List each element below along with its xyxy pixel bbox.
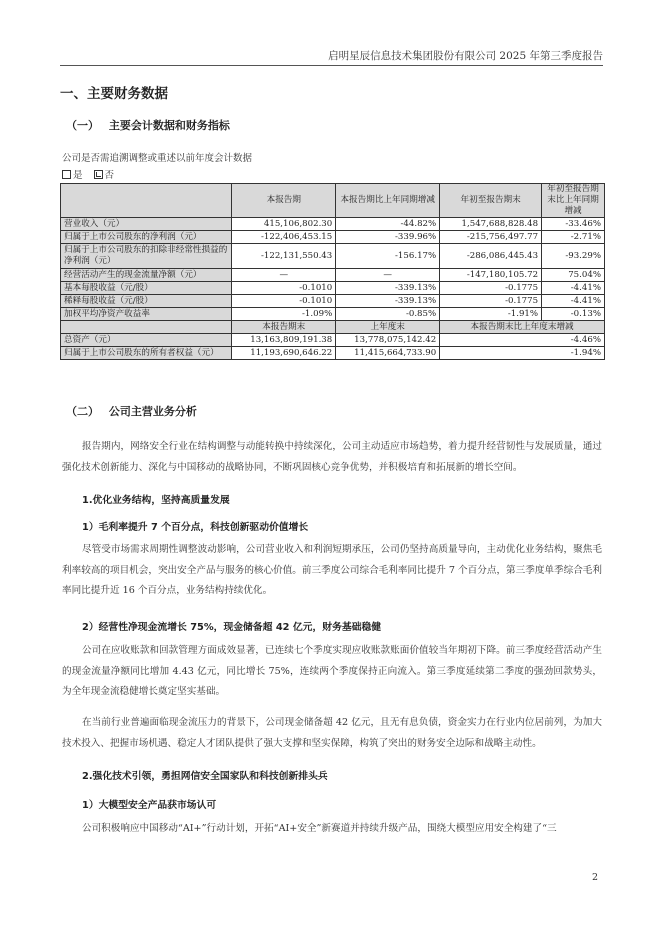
table-row xyxy=(61,282,605,295)
cell: -339.96% xyxy=(336,231,440,244)
subsection-number-2: （二） xyxy=(66,405,99,418)
cell: -0.85% xyxy=(336,308,440,321)
label-no: 否 xyxy=(104,170,115,181)
table-row xyxy=(61,347,605,360)
heading-2: 2.强化技术引领，勇担网信安全国家队和科技创新排头兵 xyxy=(82,771,328,782)
cell: -1.09% xyxy=(232,308,336,321)
header-col-1: 本报告期 xyxy=(232,184,336,218)
row-label: 总资产（元） xyxy=(61,334,232,347)
header-col-3: 年初至报告期末 xyxy=(440,184,542,218)
header-empty xyxy=(61,184,232,218)
paragraph-gross-margin: 尽管受市场需求周期性调整波动影响，公司营业收入和利润短期承压，公司仍坚持高质量导向，主动优化业务结构，聚焦毛利率较高的项目机会，突出安全产品与服务的核心价值。前三季度公司综合毛利率同比提升 7 个百分点，第三季度单季综合毛利率同比提升近 16 个百分点，业务结构持续优化。 xyxy=(62,544,602,596)
cell: -0.1775 xyxy=(440,282,542,295)
header2-col-3: 本报告期末比上年度末增减 xyxy=(440,321,605,334)
row-label: 加权平均净资产收益率 xyxy=(61,308,232,321)
cell: 11,193,690,646.22 xyxy=(232,347,336,360)
cell: -147,180,105.72 xyxy=(440,269,542,282)
financial-data-table xyxy=(60,183,605,360)
cell: -0.1775 xyxy=(440,295,542,308)
cell: 415,106,802.30 xyxy=(232,218,336,231)
page-number: 2 xyxy=(592,872,599,883)
cell: — xyxy=(232,269,336,282)
row-label: 归属于上市公司股东的扣除非经常性损益的净利润（元） xyxy=(61,244,232,269)
cell: -0.13% xyxy=(542,308,605,321)
retro-question: 公司是否需追溯调整或重述以前年度会计数据 xyxy=(62,153,253,164)
cell: -339.13% xyxy=(336,282,440,295)
cell: 11,415,664,733.90 xyxy=(336,347,440,360)
cell: -286,086,445.43 xyxy=(440,244,542,269)
table-row xyxy=(61,231,605,244)
header-col-4: 年初至报告期末比上年同期增减 xyxy=(542,184,605,218)
subsection-number-1: （一） xyxy=(66,119,99,132)
row-label: 归属于上市公司股东的所有者权益（元） xyxy=(61,347,232,360)
heading-1: 1.优化业务结构，坚持高质量发展 xyxy=(82,495,230,506)
table-row xyxy=(61,269,605,282)
header-col-2: 本报告期比上年同期增减 xyxy=(336,184,440,218)
heading-1b: 2）经营性净现金流增长 75%，现金储备超 42 亿元，财务基础稳健 xyxy=(82,622,382,633)
header2-col-2: 上年度末 xyxy=(336,321,440,334)
cell: -33.46% xyxy=(542,218,605,231)
cell: -1.94% xyxy=(440,347,605,360)
cell: -93.29% xyxy=(542,244,605,269)
subsection-title-2 xyxy=(66,403,197,419)
cell: 13,163,809,191.38 xyxy=(232,334,336,347)
paragraph-cash-reserve: 在当前行业普遍面临现金流压力的背景下，公司现金储备超 42 亿元，且无有息负债，资金实力在行业内位居前列，为加大技术投入、把握市场机遇、稳定人才团队提供了强大支撑和坚实保障，构筑了突出的财务安全边际和战略主动性。 xyxy=(62,717,602,749)
cell: -4.41% xyxy=(542,282,605,295)
row-label: 稀释每股收益（元/股） xyxy=(61,295,232,308)
cell: 75.04% xyxy=(542,269,605,282)
subsection-text-2: 公司主营业务分析 xyxy=(108,405,197,418)
cell: — xyxy=(336,269,440,282)
row-label: 营业收入（元） xyxy=(61,218,232,231)
table-row xyxy=(61,244,605,269)
heading-1a: 1）毛利率提升 7 个百分点，科技创新驱动价值增长 xyxy=(82,522,309,533)
label-yes: 是 xyxy=(73,170,83,181)
row-label: 归属于上市公司股东的净利润（元） xyxy=(61,231,232,244)
heading-2a: 1）大模型安全产品获市场认可 xyxy=(82,800,217,811)
cell: -2.71% xyxy=(542,231,605,244)
row-label: 基本每股收益（元/股） xyxy=(61,282,232,295)
cell: -1.91% xyxy=(440,308,542,321)
paragraph-cashflow: 公司在应收账款和回款管理方面成效显著，已连续七个季度实现应收账款账面价值较当年期初下降。前三季度经营活动产生的现金流量净额同比增加 4.43 亿元，同比增长 75%，连续两个季度保持正向流入。第三季度延续第二季度的强劲回款势头，为全年现金流稳健增长奠定坚实基础。 xyxy=(62,645,602,697)
section-title: 一、主要财务数据 xyxy=(60,86,168,102)
subsection-text-1: 主要会计数据和财务指标 xyxy=(108,119,230,132)
table-header-row-2 xyxy=(61,321,605,334)
cell: -156.17% xyxy=(336,244,440,269)
cell: -122,406,453.15 xyxy=(232,231,336,244)
row-label: 经营活动产生的现金流量净额（元） xyxy=(61,269,232,282)
cell: 13,778,075,142.42 xyxy=(336,334,440,347)
header2-col-1: 本报告期末 xyxy=(232,321,336,334)
table-header-row xyxy=(61,184,605,218)
page-header-rule xyxy=(60,65,603,66)
retro-answer xyxy=(62,167,114,181)
cell: -4.41% xyxy=(542,295,605,308)
checkbox-yes[interactable] xyxy=(62,170,71,179)
table-row xyxy=(61,218,605,231)
header2-empty xyxy=(61,321,232,334)
cell: -4.46% xyxy=(440,334,605,347)
checkbox-no[interactable] xyxy=(94,170,103,179)
table-row xyxy=(61,308,605,321)
cell: -122,131,550.43 xyxy=(232,244,336,269)
cell: -339.13% xyxy=(336,295,440,308)
paragraph-ai-security: 公司积极响应中国移动“AI+”行动计划，开拓“AI+安全”新赛道并持续升级产品，围绕大模型应用安全构建了“三 xyxy=(82,823,557,834)
paragraph-intro: 报告期内，网络安全行业在结构调整与动能转换中持续深化，公司主动适应市场趋势，着力提升经营韧性与发展质量，通过强化技术创新能力、深化与中国移动的战略协同，不断巩固核心竞争优势，并积极培育和拓展新的增长空间。 xyxy=(62,441,602,473)
subsection-title-1 xyxy=(66,117,230,133)
page-header: 启明星辰信息技术集团股份有限公司 2025 年第三季度报告 xyxy=(328,50,603,62)
cell: -0.1010 xyxy=(232,295,336,308)
cell: -0.1010 xyxy=(232,282,336,295)
cell: -215,756,497.77 xyxy=(440,231,542,244)
cell: -44.82% xyxy=(336,218,440,231)
cell: 1,547,688,828.48 xyxy=(440,218,542,231)
table-row xyxy=(61,295,605,308)
table-row xyxy=(61,334,605,347)
